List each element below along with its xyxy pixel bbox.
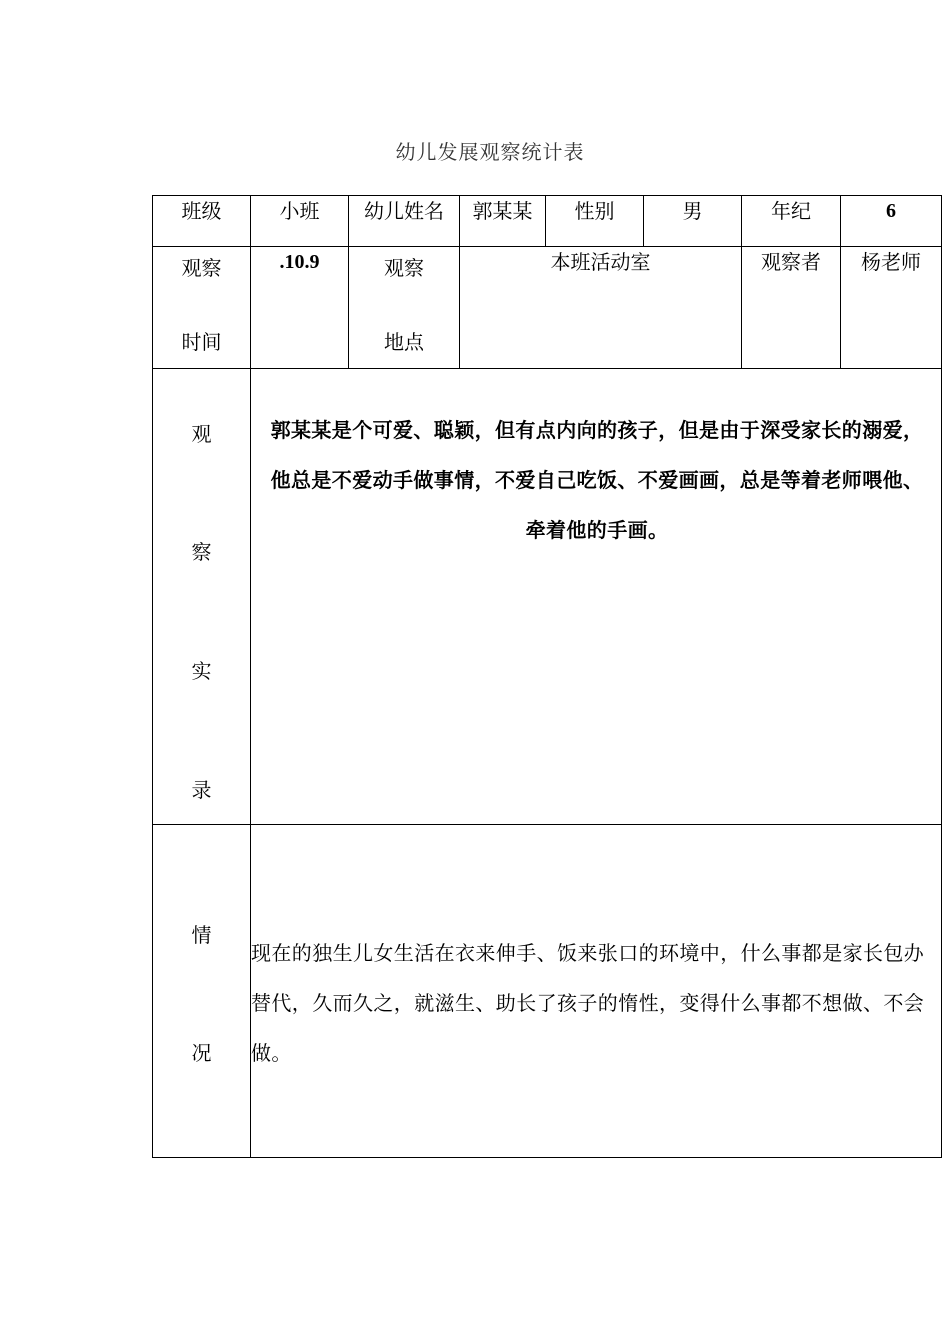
record-label-char: 观 [191, 422, 212, 446]
place-label-line2: 地点 [384, 330, 424, 354]
time-value-cell [251, 247, 349, 369]
situation-label-cell [153, 825, 251, 1158]
age-label-cell [742, 196, 841, 247]
time-label-line2: 时间 [181, 330, 222, 354]
age-value: 6 [886, 200, 896, 222]
observer-label: 观察者 [761, 250, 821, 274]
gender-label: 性别 [574, 199, 615, 223]
gender-value-cell [644, 196, 742, 247]
record-text-cell [251, 369, 942, 825]
observer-value: 杨老师 [861, 250, 921, 274]
time-value: .10.9 [279, 251, 320, 273]
time-place-row [153, 247, 942, 369]
situation-text-cell [251, 825, 942, 1158]
situation-row [153, 825, 942, 1158]
header-row [153, 196, 942, 247]
age-value-cell [841, 196, 942, 247]
record-label-char: 录 [191, 778, 212, 802]
page-title: 幼儿发展观察统计表 [395, 140, 585, 164]
gender-value: 男 [682, 199, 703, 223]
gender-label-cell [546, 196, 644, 247]
class-label-cell [153, 196, 251, 247]
observer-value-cell [841, 247, 942, 369]
place-label-line1: 观察 [384, 256, 424, 280]
record-row [153, 369, 942, 825]
name-value-cell [460, 196, 546, 247]
name-label-cell [349, 196, 460, 247]
observation-table [152, 195, 942, 1158]
record-label-char: 察 [191, 540, 212, 564]
situation-label-char: 情 [191, 923, 212, 947]
situation-text: 现在的独生儿女生活在衣来伸手、饭来张口的环境中，什么事都是家长包办替代，久而久之，就滋生、助长了孩子的惰性，变得什么事都不想做、不会做。 [251, 941, 925, 1065]
record-text: 郭某某是个可爱、聪颖，但有点内向的孩子，但是由于深受家长的溺爱，他总是不爱动手做事情，不爱自己吃饭、不爱画画，总是等着老师喂他、牵着他的手画。 [270, 418, 924, 542]
record-label-char: 实 [191, 659, 212, 683]
record-label [153, 369, 250, 824]
situation-label-char: 况 [191, 1041, 212, 1065]
name-value: 郭某某 [472, 199, 533, 223]
class-value-cell [251, 196, 349, 247]
name-label: 幼儿姓名 [364, 199, 444, 223]
record-label-cell [153, 369, 251, 825]
situation-label [153, 825, 250, 1157]
observer-label-cell [742, 247, 841, 369]
place-value-cell [460, 247, 742, 369]
time-label-cell [153, 247, 251, 369]
age-label: 年纪 [771, 199, 811, 223]
time-label-line1: 观察 [181, 256, 222, 280]
class-label: 班级 [181, 199, 222, 223]
place-label-cell [349, 247, 460, 369]
place-value: 本班活动室 [550, 250, 651, 274]
class-value: 小班 [279, 199, 320, 223]
